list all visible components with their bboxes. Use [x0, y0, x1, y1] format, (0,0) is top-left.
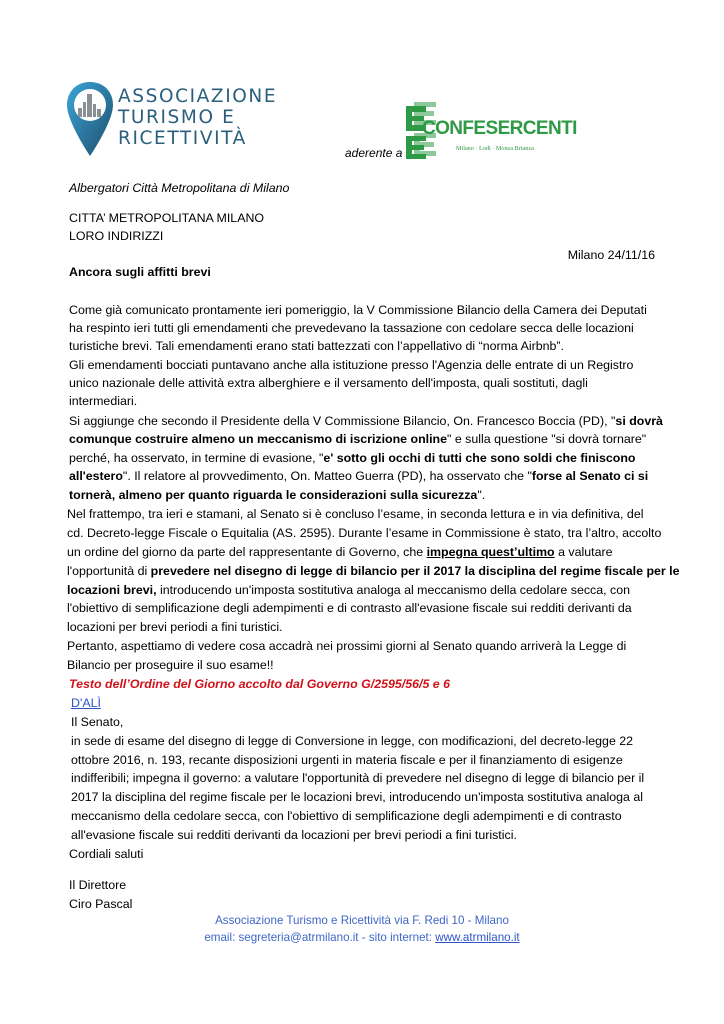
signature-title: Il Direttore: [69, 878, 127, 892]
logo-line-1: ASSOCIAZIONE: [118, 86, 278, 107]
body-line: tornerà, almeno per quanto riguarda le considerazioni sulla sicurezza".: [69, 488, 486, 502]
footer-contacts: [0, 929, 724, 946]
recipient-line-1: CITTA’ METROPOLITANA MILANO: [69, 211, 265, 225]
body-line: Come già comunicato prontamente ieri pomeriggio, la V Commissione Bilancio della Camera dei Deputati: [69, 303, 647, 317]
body-line: intermediari.: [69, 394, 138, 408]
signature-name: Ciro Pascal: [69, 897, 133, 911]
body-line: perché, ha osservato, in termine di evasione, "e' sotto gli occhi di tutti che sono soldi che finiscono: [69, 451, 636, 465]
body-line: Si aggiunge che secondo il Presidente della V Commissione Bilancio, On. Francesco Boccia (PD), "si dovrà: [69, 414, 663, 428]
confesercenti-logo: [400, 100, 577, 162]
map-pin-icon: [64, 80, 116, 160]
body-line: cd. Decreto-legge Fiscale o Equitalia (AS. 2595). Durante l’esame in Commissione è stato, tra l’altro, accolto: [67, 526, 662, 540]
ordine-line: in sede di esame del disegno di legge di Conversione in legge, con modificazioni, del decreto-legge 22: [71, 734, 634, 748]
footer-email: email: segreteria@atrmilano.it - sito internet:: [204, 931, 436, 944]
body-line: Gli emendamenti bocciati puntavano anche alla istituzione presso l'Agenzia delle entrate di un Registro: [69, 358, 634, 372]
body-line: locazioni brevi, introducendo un'imposta sostitutiva analoga al meccanismo della cedolare secca, con: [67, 583, 630, 597]
association-logo: [64, 80, 300, 160]
ordine-line: all'evasione fiscale sui redditi derivanti da locazioni per brevi periodi a fini turistici.: [71, 828, 517, 842]
letter-subject: Ancora sugli affitti brevi: [69, 265, 211, 279]
ordine-line: meccanismo della cedolare secca, con l'obiettivo di semplificazione degli adempimenti e di contrasto: [71, 809, 622, 823]
body-line: Bilancio per proseguire il suo esame!!: [67, 658, 274, 672]
ordine-line: Il Senato,: [71, 715, 124, 729]
confesercenti-wordmark: CONFESERCENTI: [422, 118, 577, 139]
body-line: unico nazionale delle attività extra alberghiere e il versamento dell'imposta, quali sostituti, dagli: [69, 376, 588, 390]
body-line: Nel frattempo, tra ieri e stamani, al Senato si è concluso l’esame, in seconda lettura e in via definitiva, del: [67, 507, 644, 521]
body-line: comunque costruire almeno un meccanismo di iscrizione online" e sulla questione "si dovrà tornare": [69, 432, 647, 446]
website-link[interactable]: www.atrmilano.it: [435, 931, 520, 944]
body-line: all'estero". Il relatore al provvedimento, On. Matteo Guerra (PD), ha osservato che "forse al Senato ci si: [69, 469, 649, 483]
logo-line-2: TURISMO E: [118, 107, 236, 128]
body-line: un ordine del giorno da parte del rappresentante di Governo, che impegna quest’ultimo a valutare: [67, 545, 613, 559]
sender: Albergatori Città Metropolitana di Milano: [69, 181, 290, 195]
body-line: l'opportunità di prevedere nel disegno di legge di bilancio per il 2017 la disciplina del regime fiscale per le: [67, 564, 680, 578]
ordine-heading: Testo dell’Ordine del Giorno accolto dal Governo G/2595/56/5 e 6: [69, 677, 451, 691]
author-link[interactable]: D'ALÌ: [71, 696, 101, 710]
closing-greeting: Cordiali saluti: [69, 847, 144, 861]
confesercenti-subtitle: Milano · Lodi · Monza Brianza: [456, 145, 534, 152]
logo-line-3: RICETTIVITÀ: [118, 128, 247, 149]
aderente-label: aderente a: [345, 146, 403, 160]
letter-date: Milano 24/11/16: [567, 248, 655, 262]
ordine-line: 2017 la disciplina del regime fiscale per le locazioni brevi, introducendo un'imposta sostitutiva analoga al: [71, 790, 643, 804]
body-line: l'obiettivo di semplificazione degli adempimenti e di contrasto all'evasione fiscale sui redditi derivanti da: [67, 601, 632, 615]
ordine-line: indifferibili; impegna il governo: a valutare l'opportunità di prevedere nel disegno di legge di bilancio per il: [71, 771, 645, 785]
ordine-line: ottobre 2016, n. 193, recante disposizioni urgenti in materia fiscale e per il finanziamento di esigenze: [71, 753, 623, 767]
footer-address: Associazione Turismo e Ricettività via F. Redi 10 - Milano: [215, 914, 509, 927]
body-line: locazioni per brevi periodi a fini turistici.: [67, 620, 283, 634]
body-line: Pertanto, aspettiamo di vedere cosa accadrà nei prossimi giorni al Senato quando arriverà la Legge di: [67, 639, 627, 653]
body-line: ha respinto ieri tutti gli emendamenti che prevedevano la tassazione con cedolare secca delle locazioni: [69, 321, 634, 335]
body-line: turistiche brevi. Tali emendamenti erano stati battezzati con l’appellativo di “norma Airbnb”.: [69, 339, 564, 353]
recipient-line-2: LORO INDIRIZZI: [69, 229, 164, 243]
